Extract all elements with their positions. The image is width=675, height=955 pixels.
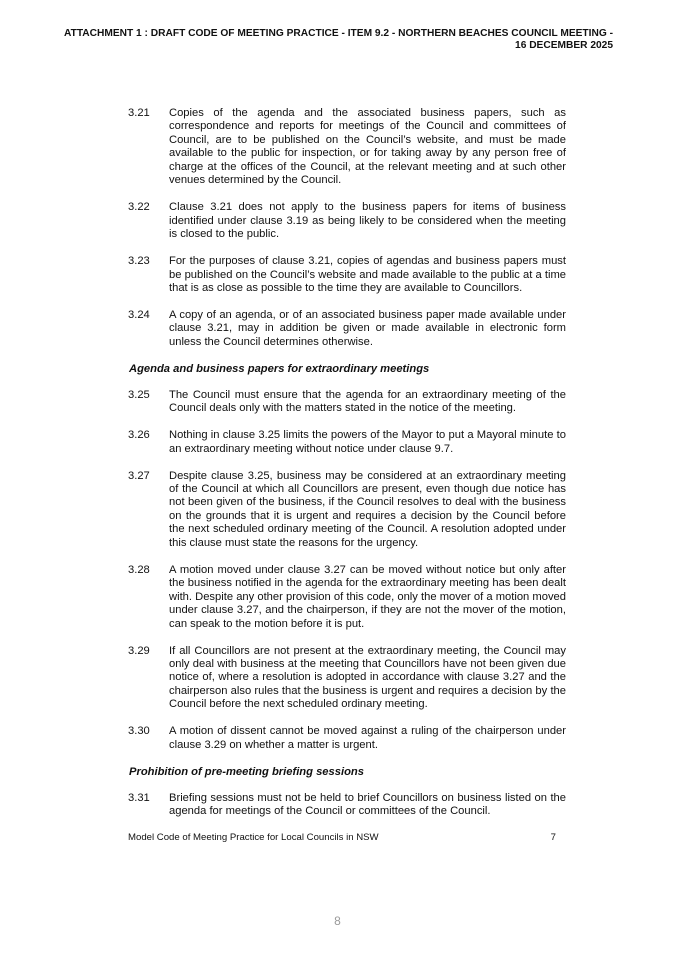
clause-3-21 bbox=[128, 107, 566, 188]
document-body bbox=[128, 107, 566, 832]
clause-number: 3.24 bbox=[128, 308, 150, 321]
section-heading-briefing-sessions: Prohibition of pre-meeting briefing sessions bbox=[129, 765, 364, 778]
clause-3-29 bbox=[128, 645, 566, 712]
clause-number: 3.31 bbox=[128, 791, 150, 804]
clause-number: 3.28 bbox=[128, 563, 150, 576]
clause-text: A motion of dissent cannot be moved against a ruling of the chairperson under clause 3.29 on whether a matter is urgent. bbox=[169, 725, 566, 751]
clause-3-26 bbox=[128, 429, 566, 456]
clause-text: If all Councillors are not present at the extraordinary meeting, the Council may only deal with business at the meeting that Councillors have not been given due notice of, where a resolution is adopted in accordance with clause 3.27 and the chairperson also rules that the business is urgent and requires a decision by the Council before the next scheduled ordinary meeting. bbox=[169, 644, 566, 711]
clause-3-24 bbox=[128, 309, 566, 349]
header-line-1: ATTACHMENT 1 : DRAFT CODE OF MEETING PRACTICE - ITEM 9.2 - NORTHERN BEACHES COUNCIL MEETING - bbox=[64, 28, 613, 39]
clause-text: Despite clause 3.25, business may be considered at an extraordinary meeting of the Council at which all Councillors are present, even though due notice has not been given of the business, if the Council resolves to deal with the business on the grounds that it is urgent and requires a decision by the Council before the next scheduled ordinary meeting of the Council. A resolution adopted under this clause must state the reasons for the urgency. bbox=[169, 469, 566, 549]
footer-title: Model Code of Meeting Practice for Local Councils in NSW bbox=[128, 832, 379, 843]
clause-3-28 bbox=[128, 564, 566, 631]
document-footer bbox=[128, 832, 556, 844]
clause-text: A copy of an agenda, or of an associated business paper made available under clause 3.21, may in addition be given or made available in electronic form unless the Council determines otherwise. bbox=[169, 308, 566, 348]
clause-3-30 bbox=[128, 725, 566, 752]
clause-number: 3.27 bbox=[128, 469, 150, 482]
clause-text: Briefing sessions must not be held to brief Councillors on business listed on the agenda for meetings of the Council or committees of the Council. bbox=[169, 791, 566, 818]
footer-page-number: 7 bbox=[550, 832, 556, 843]
clause-text: Nothing in clause 3.25 limits the powers of the Mayor to put a Mayoral minute to an extraordinary meeting without notice under clause 9.7. bbox=[169, 429, 566, 455]
clause-text: A motion moved under clause 3.27 can be moved without notice but only after the business notified in the agenda for the extraordinary meeting has been dealt with. Despite any other provision of this code, only the mover of a motion moved under clause 3.27, and the chairperson, if they are not the mover of the motion, can speak to the motion before it is put. bbox=[169, 563, 566, 630]
clause-text: Copies of the agenda and the associated business papers, such as correspondence and reports for meetings of the Council and committees of Council, are to be published on the Council’s website, and must be made available to the public for inspection, or for taking away by any person free of charge at the offices of the Council, at the relevant meeting and at such other venues determined by the Council. bbox=[169, 107, 566, 187]
clause-number: 3.30 bbox=[128, 725, 150, 738]
clause-text: The Council must ensure that the agenda for an extraordinary meeting of the Council deals only with the matters stated in the notice of the meeting. bbox=[169, 388, 566, 415]
clause-number: 3.23 bbox=[128, 255, 150, 268]
clause-text: Clause 3.21 does not apply to the business papers for items of business identified under clause 3.19 as being likely to be considered when the meeting is closed to the public. bbox=[169, 201, 566, 241]
header-line-2: 16 DECEMBER 2025 bbox=[515, 40, 613, 51]
clause-3-25 bbox=[128, 389, 566, 416]
clause-number: 3.22 bbox=[128, 201, 150, 214]
clause-text: For the purposes of clause 3.21, copies of agendas and business papers must be published on the Council’s website and made available to the public at a time that is as close as possible to the time they are available to Councillors. bbox=[169, 255, 566, 294]
clause-number: 3.29 bbox=[128, 644, 150, 657]
clause-3-31 bbox=[128, 792, 566, 819]
clause-3-22 bbox=[128, 201, 566, 241]
clause-3-27 bbox=[128, 470, 566, 551]
section-heading-extraordinary-meetings: Agenda and business papers for extraordinary meetings bbox=[129, 362, 430, 375]
viewer-page-number: 8 bbox=[334, 914, 341, 928]
clause-3-23 bbox=[128, 255, 566, 295]
clause-number: 3.26 bbox=[128, 429, 150, 442]
clause-number: 3.25 bbox=[128, 388, 150, 401]
clause-number: 3.21 bbox=[128, 107, 150, 119]
attachment-header bbox=[13, 28, 613, 52]
